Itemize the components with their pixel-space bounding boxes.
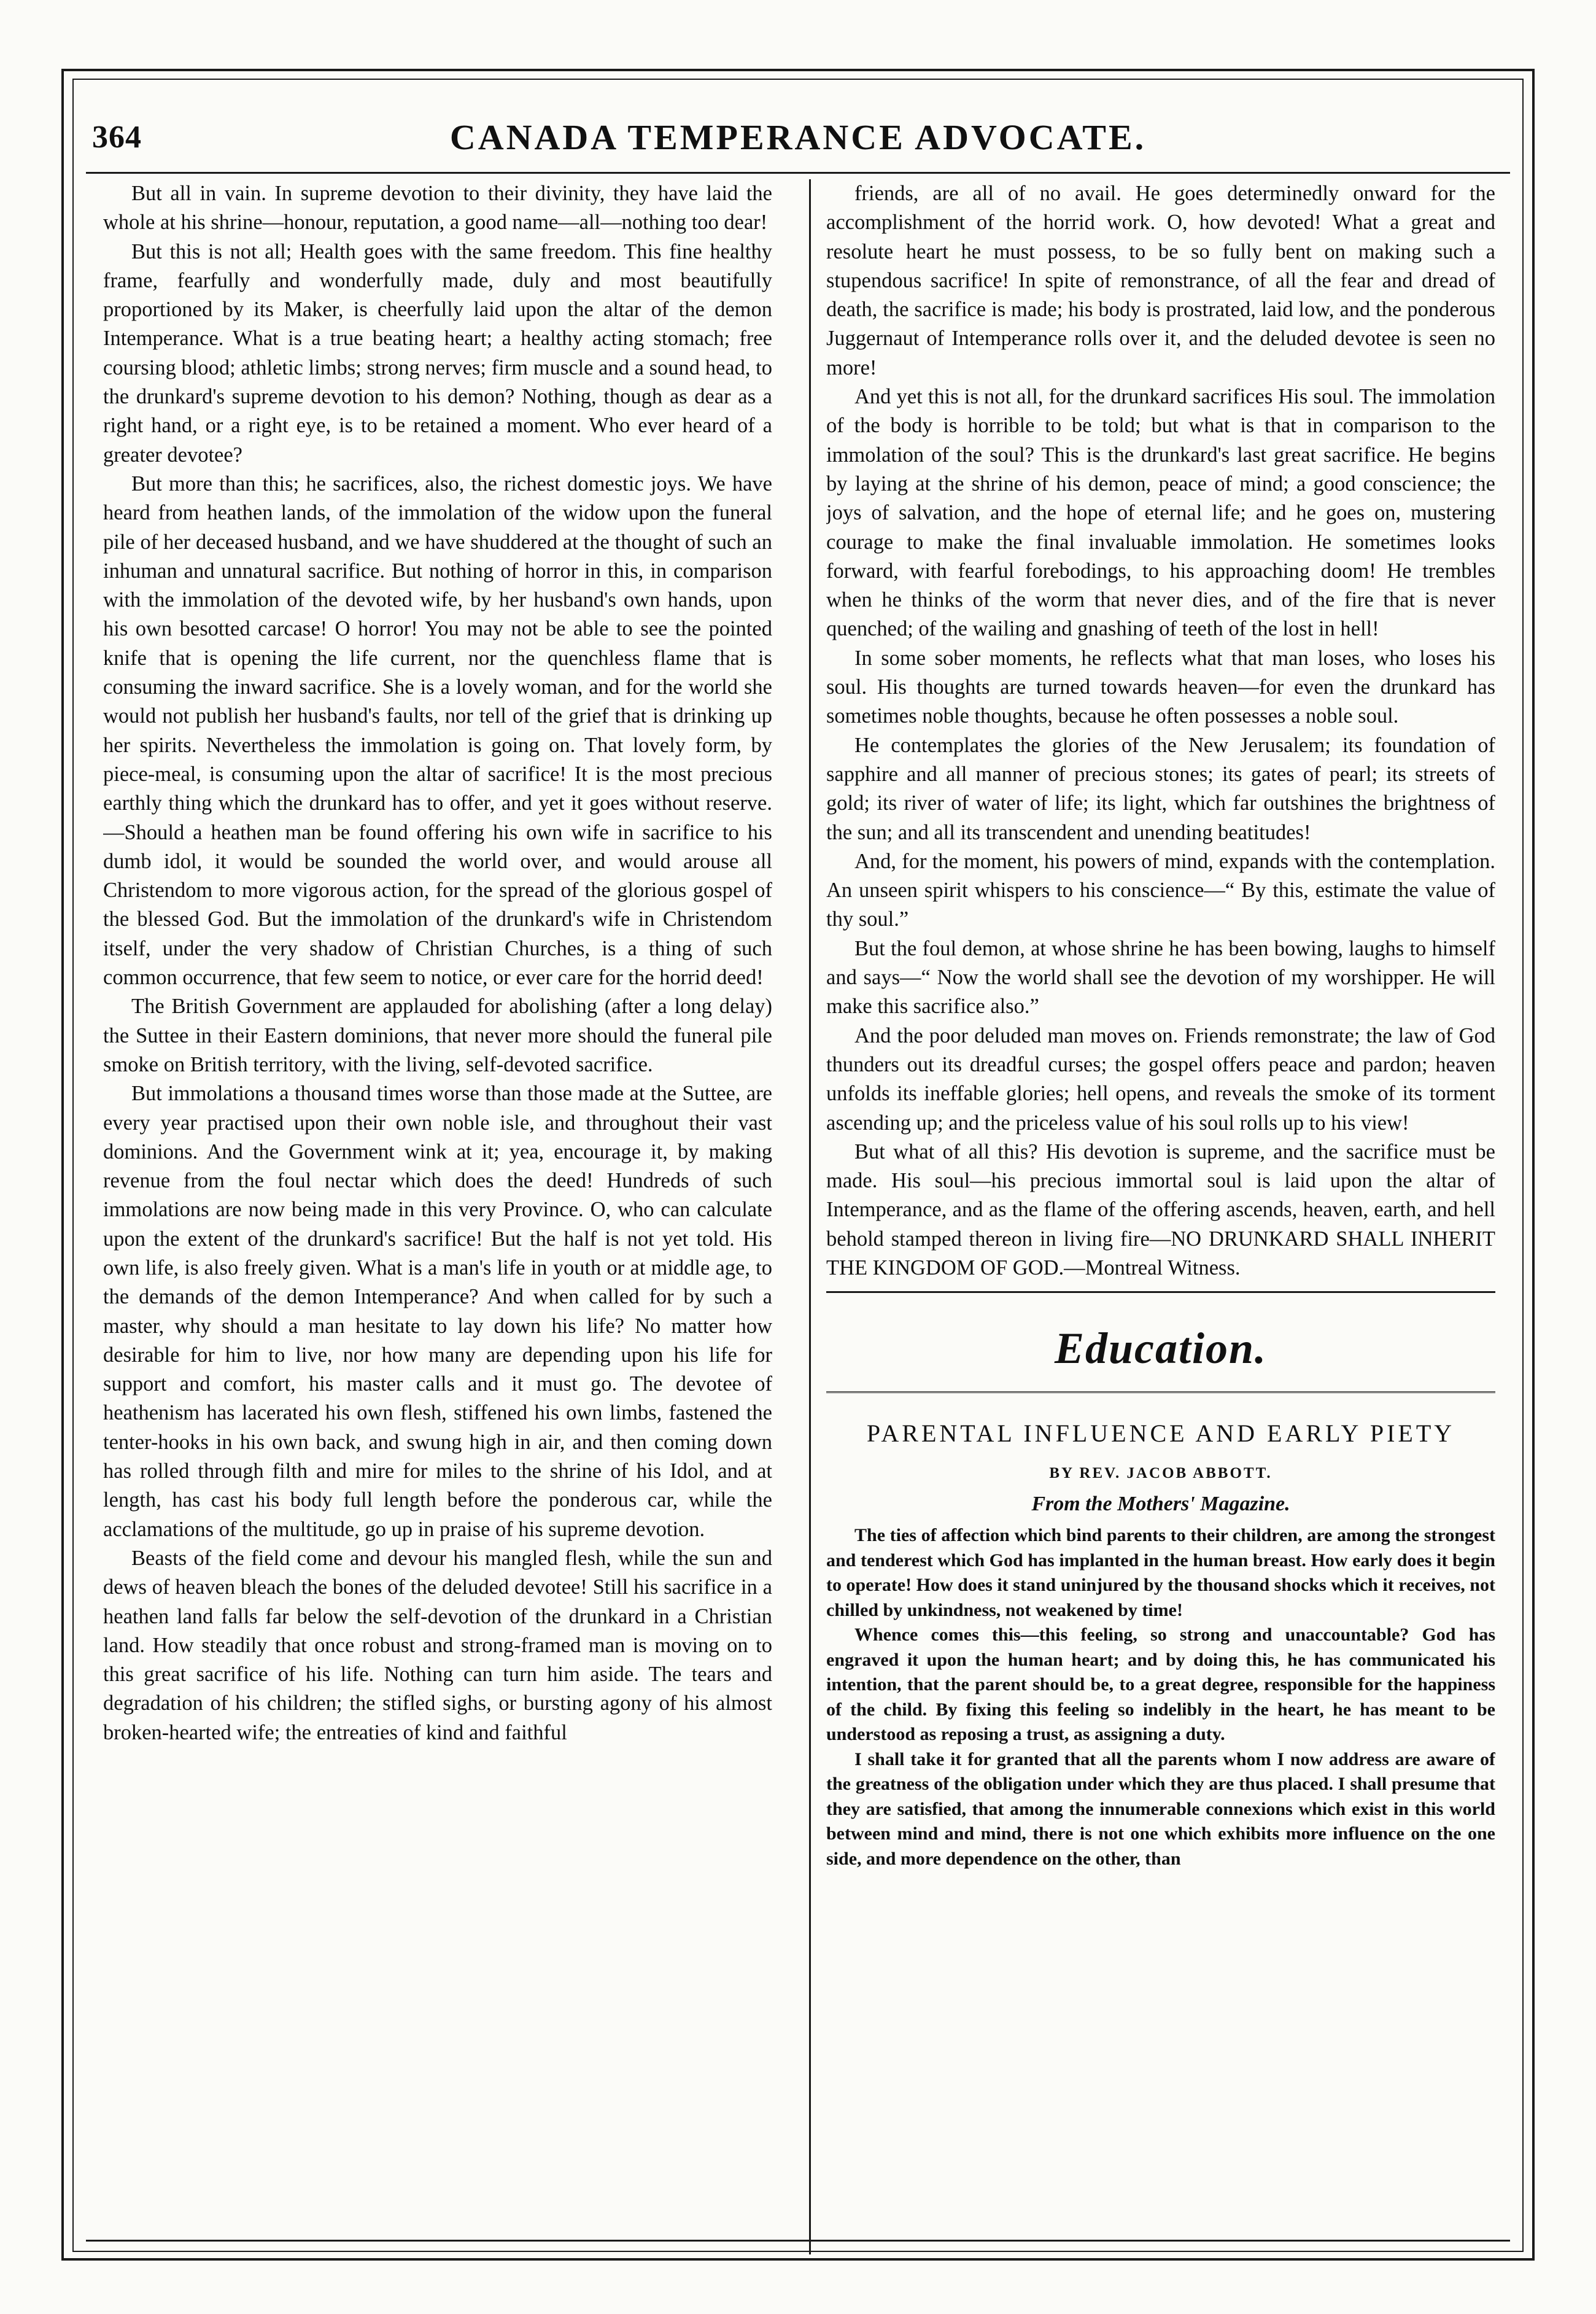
footer-rule: [86, 2240, 1510, 2242]
left-paragraph: But this is not all; Health goes with the same freedom. This fine healthy frame, fearfully and wonderfully made, duly and most beautifully proportioned by its Maker, is cheerfully laid upon the altar of the demon Intemperance. What is a true beating heart; a healthy acting stomach; free coursing blood; athletic limbs; strong nerves; firm muscle and a sound head, to the drunkard's supreme devotion to his demon? Nothing, though as dear as a right hand, or a right eye, is to be retained a moment. Who ever heard of a greater devotee?: [103, 239, 772, 467]
column-divider: [809, 179, 811, 2254]
left-paragraph: But all in vain. In supreme devotion to their divinity, they have laid the whole at his shrine—honour, reputation, a good name—all—nothing too dear!: [103, 182, 772, 235]
article-body: [826, 1523, 1495, 1871]
left-paragraph: The British Government are applauded for abolishing (after a long delay) the Suttee in their Eastern dominions, that never more should the funeral pile smoke on British territory, with the living, self-devoted sacrifice.: [103, 995, 772, 1076]
article-paragraph: I shall take it for granted that all the parents whom I now address are aware of the greatness of the obligation under which they are thus placed. I shall presume that they are satisfied, that among the innumerable connexions which exist in this world between mind and mind, there is not one which exhibits more influence on the one side, and more dependence on the other, than: [826, 1749, 1495, 1869]
left-paragraph: Beasts of the field come and devour his mangled flesh, while the sun and dews of heaven bleach the bones of the deluded devotee! Still his sacrifice in a heathen land falls far below the self-devotion of the drunkard in a Christian land. How steadily that once robust and strong-framed man is moving on to this great sacrifice of his life. Nothing can turn him aside. The tears and degradation of his children; the stifled sighs, or bursting agony of his almost broken-hearted wife; the entreaties of kind and faithful: [103, 1546, 772, 1744]
article-source: From the Mothers' Magazine.: [1031, 1493, 1290, 1516]
section-heading: Education.: [1054, 1324, 1268, 1373]
article-title: PARENTAL INFLUENCE AND EARLY PIETY: [866, 1419, 1455, 1448]
right-paragraph: But the foul demon, at whose shrine he has been bowing, laughs to himself and says—“ Now the world shall see the devotion of my worshipper. He will make this sacrifice also.”: [826, 936, 1495, 1019]
article-paragraph: The ties of affection which bind parents to their children, are among the strongest and tenderest which God has implanted in the human breast. How early does it begin to operate! How does it stand uninjured by the thousand shocks which it receives, not chilled by unkindness, not weakened by time!: [826, 1525, 1495, 1620]
right-paragraph: And the poor deluded man moves on. Friends remonstrate; the law of God thunders out its dreadful curses; the gospel offers peace and pardon; heaven unfolds its ineffable glories; hell opens, and reveals the smoke of its torment ascending up; and the priceless value of his soul rolls up to his view!: [826, 1023, 1495, 1135]
page-number: 364: [92, 120, 142, 155]
right-paragraph: In some sober moments, he reflects what that man loses, who loses his soul. His thoughts are turned towards heaven—for even the drunkard has sometimes noble thoughts, because he often possesses a noble soul.: [826, 646, 1495, 728]
right-column: [826, 179, 1495, 2248]
right-paragraph: He contemplates the glories of the New Jerusalem; its foundation of sapphire and all manner of precious stones; its gates of pearl; its streets of gold; its river of water of life; its light, which far outshines the brightness of the sun; and all its transcendent and unending beatitudes!: [826, 733, 1495, 844]
right-paragraph: friends, are all of no avail. He goes determinedly onward for the accomplishment of the horrid work. O, how devoted! What a great and resolute heart he must possess, to be so fully bent on making such a stupendous sacrifice! In spite of remonstrance, of all the fear and dread of death, the sacrifice is made; his body is prostrated, laid low, and the ponderous Juggernaut of Intemperance rolls over it, and the deluded devotee is seen no more!: [826, 182, 1495, 379]
left-paragraph: But more than this; he sacrifices, also, the richest domestic joys. We have heard from heathen lands, of the immolation of the widow upon the funeral pile of her deceased husband, and we have shuddered at the thought of such an inhuman and unnatural sacrifice. But nothing of horror in this, in comparison with the immolation of the devoted wife, by her husband's own hands, upon his own besotted carcase! O horror! You may not be able to see the pointed knife that is opening the life current, nor the quenchless flame that is consuming the inward sacrifice. She is a lovely woman, and for the world she would not publish her husband's faults, nor tell of the grief that is drinking up her spirits. Nevertheless the immolation is going on. That lovely form, by piece-meal, is consuming upon the altar of sacrifice! It is the most precious earthly thing which the drunkard has to offer, and yet it goes without reserve.—Should a heathen man be found offering his own wife in sacrifice to his dumb idol, it would be sounded the world over, and would arouse all Christendom to more vigorous action, for the spread of the glorious gospel of the blessed God. But the immolation of the drunkard's wife in Christendom itself, under the very shadow of Christian Churches, is a thing of such common occurrence, that few seem to notice, or ever care for the horrid deed!: [103, 472, 772, 990]
right-paragraph: But what of all this? His devotion is supreme, and the sacrifice must be made. His soul—his precious immortal soul is laid upon the altar of Intemperance, and as the flame of the offering ascends, heaven, earth, and hell behold stamped thereon in living fire—NO DRUNKARD SHALL INHERIT THE KINGDOM OF GOD.—Montreal Witness.: [826, 1140, 1495, 1279]
right-paragraph: And yet this is not all, for the drunkard sacrifices His soul. The immolation of the body is horrible to be told; but what is that in comparison to the immolation of the soul? This is the drunkard's last great sacrifice. He begins by laying at the shrine of his demon, peace of mind; a good conscience; the joys of salvation, and the hope of eternal life; and he goes on, mustering courage to make the final invaluable immolation. He sometimes looks forward, with fearful forebodings, to his approaching doom! He trembles when he thinks of the worm that never dies, and of the fire that is never quenched; of the wailing and gnashing of teeth of the lost in hell!: [826, 385, 1495, 641]
header-rule: [86, 172, 1510, 174]
right-paragraph: And, for the moment, his powers of mind, expands with the contemplation. An unseen spirit whispers to his conscience—“ By this, estimate the value of thy soul.”: [826, 849, 1495, 931]
article-paragraph: Whence comes this—this feeling, so strong and unaccountable? God has engraved it upon the human heart; and by doing this, he has communicated his intention, that the parent should be, to a great degree, responsible for the happiness of the child. By fixing this feeling so indelibly in the heart, he has meant to be understood as reposing a trust, as assigning a duty.: [826, 1625, 1495, 1745]
section-rule-double: [826, 1391, 1495, 1397]
article-byline: BY REV. JACOB ABBOTT.: [1049, 1465, 1273, 1482]
section-rule: [826, 1291, 1495, 1293]
left-column: [103, 179, 772, 2248]
left-paragraph: But immolations a thousand times worse than those made at the Suttee, are every year practised upon their own noble isle, and throughout their vast dominions. And the Government wink at it; yea, encourage it, by making revenue from the foul nectar which does the deed! Hundreds of such immolations are now being made in this very Province. O, who can calculate upon the extent of the drunkard's sacrifice! But the half is not yet told. His own life, is also freely given. What is a man's life in youth or at middle age, to the demands of the demon Intemperance? And when called for by such a master, why should a man hesitate to lay down his life? No matter how desirable for him to live, nor how many are depending upon his life for support and comfort, his master calls and it must go. The devotee of heathenism has lacerated his own flesh, stiffened his own limbs, fastened the tenter-hooks in his own back, and swung high in air, and then coming down has rolled through filth and mire for miles to the shrine of his Idol, and at length, has cast his body full length before the ponderous car, while the acclamations of the multitude, go up in praise of his supreme devotion.: [103, 1082, 772, 1541]
journal-title: CANADA TEMPERANCE ADVOCATE.: [449, 117, 1147, 157]
page-header: [86, 108, 1510, 169]
